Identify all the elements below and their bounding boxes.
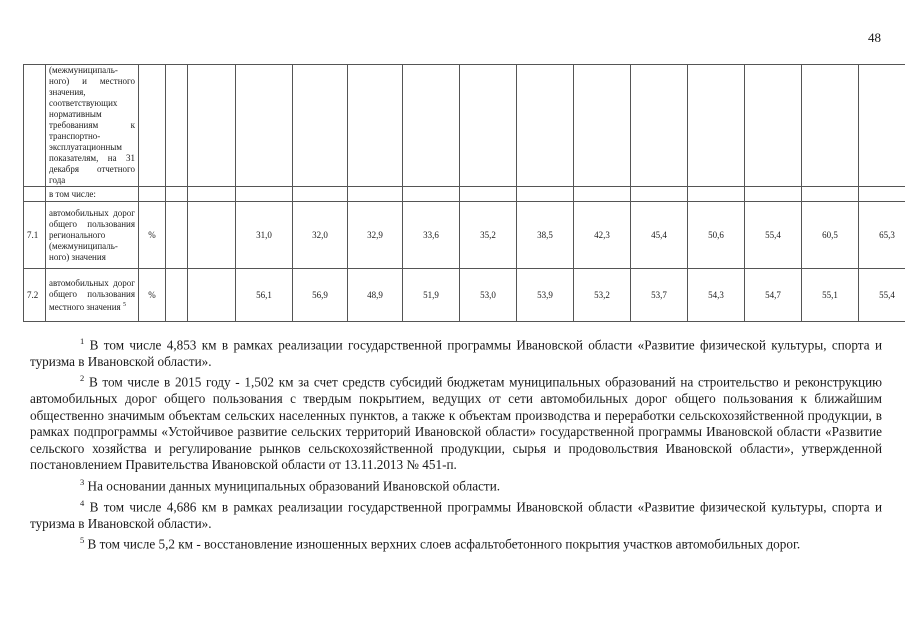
row-unit: %	[139, 269, 166, 322]
footnote-mark: 2	[80, 373, 85, 384]
value-cell: 56,9	[293, 269, 348, 322]
footnote-text: В том числе 4,853 км в рамках реализации государственной программы Ивановской области «Развитие физической культуры, спорта и туризма в Ивановской области».	[30, 337, 882, 369]
value-cell: 54,7	[745, 269, 802, 322]
row-description: (межмуниципаль-ного) и местного значения, соответствующих нормативным требованиям к транспортно-эксплуатационным показателям, на 31 декабря отчетного года	[46, 65, 139, 187]
value-cell: 32,0	[293, 202, 348, 269]
footnote-text: В том числе 4,686 км в рамках реализации государственной программы Ивановской области «Развитие физической культуры, спорта и туризма в Ивановской области».	[30, 499, 882, 531]
row-unit: %	[139, 202, 166, 269]
footnote	[30, 532, 882, 553]
value-cell: 60,5	[802, 202, 859, 269]
row-description: автомобильных дорог общего пользования местного значения $^5$	[46, 269, 139, 322]
value-cell: 65,3	[859, 202, 905, 269]
value-cell: 53,7	[631, 269, 688, 322]
footnotes	[30, 333, 882, 553]
value-cell: 48,9	[348, 269, 403, 322]
value-cell: 32,9	[348, 202, 403, 269]
value-cell: 51,9	[403, 269, 460, 322]
value-cell: 50,6	[688, 202, 745, 269]
table-row	[24, 269, 905, 322]
indicator-table	[23, 64, 905, 322]
value-cell: 42,3	[574, 202, 631, 269]
table-row	[24, 187, 905, 202]
footnote-mark: 1	[80, 336, 85, 346]
value-cell: 55,1	[802, 269, 859, 322]
value-cell: 54,3	[688, 269, 745, 322]
table-row	[24, 202, 905, 269]
row-description: автомобильных дорог общего пользования регионального (межмуниципаль-ного) значения	[46, 202, 139, 269]
footnote-ref: 5	[122, 301, 126, 308]
subheading: в том числе:	[46, 187, 139, 202]
value-cell: 55,4	[859, 269, 905, 322]
value-cell: 35,2	[460, 202, 517, 269]
table-row	[24, 65, 905, 187]
value-cell: 53,9	[517, 269, 574, 322]
value-cell: 33,6	[403, 202, 460, 269]
value-cell: 45,4	[631, 202, 688, 269]
page-number: 48	[868, 30, 881, 45]
row-number: 7.2	[24, 269, 46, 322]
table-cell	[24, 65, 46, 187]
footnote	[30, 495, 882, 532]
value-cell: 56,1	[236, 269, 293, 322]
value-cell: 55,4	[745, 202, 802, 269]
footnote	[30, 474, 882, 495]
footnote	[30, 333, 882, 370]
row-number: 7.1	[24, 202, 46, 269]
footnote-text: На основании данных муниципальных образований Ивановской области.	[87, 478, 501, 494]
value-cell: 53,0	[460, 269, 517, 322]
footnote-mark: 3	[80, 476, 85, 487]
footnote-mark: 4	[80, 497, 85, 508]
footnote-text: В том числе 5,2 км - восстановление изношенных верхних слоев асфальтобетонного покрытия участков автомобильных дорог.	[87, 536, 801, 552]
footnote	[30, 370, 882, 473]
value-cell: 31,0	[236, 202, 293, 269]
footnote-mark: 5	[80, 535, 85, 546]
footnote-text: В том числе в 2015 году - 1,502 км за счет средств субсидий бюджетам муниципальных образований на строительство и реконструкцию автомобильных дорог общего пользования с твердым покрытием, ведущих от сети автомобильных дорог общего пользования к ближайшим общественно значимым объектам сельских населенных пунктов, а также к объектам производства и переработки сельскохозяйственной продукции, в рамках подпрограммы «Устойчивое развитие сельских территорий Ивановской области» государственной программы Ивановской области «Развитие сельского хозяйства и регулирование рынков сельскохозяйственной продукции, сырья и продовольствия Ивановской области», утвержденной постановлением Правительства Ивановской области от 13.11.2013 № 451-п.	[30, 374, 883, 473]
value-cell: 53,2	[574, 269, 631, 322]
value-cell: 38,5	[517, 202, 574, 269]
